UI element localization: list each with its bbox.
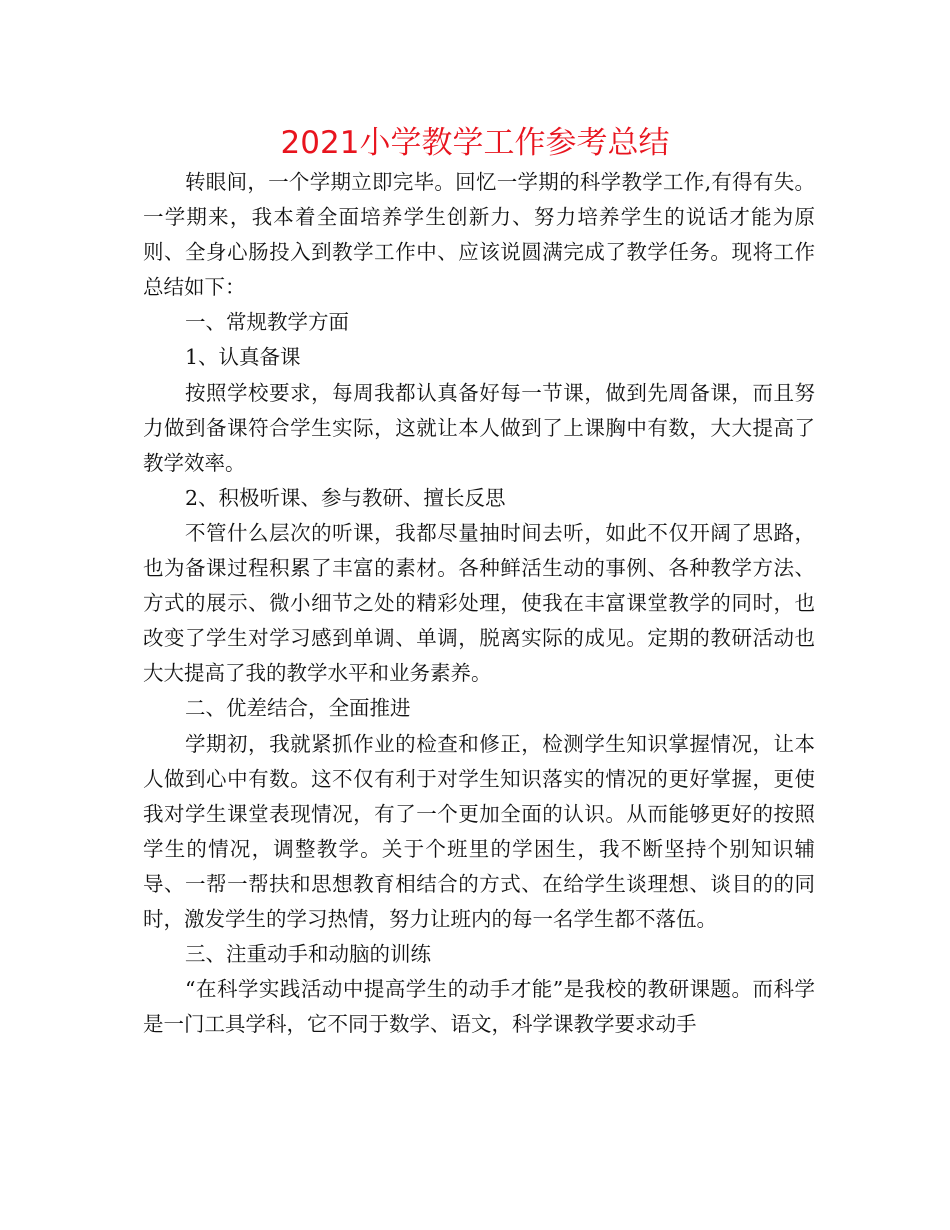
heading-subsection-1-2: 2、积极听课、参与教研、擅长反思 xyxy=(185,485,506,510)
heading-section-1: 一、常规教学方面 xyxy=(185,310,349,335)
paragraph-homework-check: 学期初，我就紧抓作业的检查和修正，检测学生知识掌握情况，让本人做到心中有数。这不仅有利于对学生知识落实的情况的更好掌握，更使我对学生课堂表现情况，有了一个更加全面的认识。从而能够更好的按照学生的情况，调整教学。关于个班里的学困生，我不断坚持个别知识辅导、一帮一帮扶和思想教育相结合的方式、在给学生谈理想、谈目的的同时，激发学生的学习热情，努力让班内的每一名学生都不落伍。 xyxy=(143,731,815,931)
heading-section-2: 二、优差结合，全面推进 xyxy=(185,696,411,721)
paragraph-hands-on: “在科学实践活动中提高学生的动手才能”是我校的教研课题。而科学是一门工具学科，它不同于数学、语文，科学课教学要求动手 xyxy=(143,977,815,1037)
document-title: 2021小学教学工作参考总结 xyxy=(280,125,670,161)
heading-section-3: 三、注重动手和动脑的训练 xyxy=(185,942,431,967)
document-body xyxy=(143,165,815,1042)
paragraph-lesson-prep: 按照学校要求，每周我都认真备好每一节课，做到先周备课，而且努力做到备课符合学生实际，这就让本人做到了上课胸中有数，大大提高了教学效率。 xyxy=(143,380,815,475)
heading-subsection-1-1: 1、认真备课 xyxy=(185,345,301,370)
paragraph-intro: 转眼间，一个学期立即完毕。回忆一学期的科学教学工作,有得有失。一学期来，我本着全面培养学生创新力、努力培养学生的说话才能为原则、全身心肠投入到教学工作中、应该说圆满完成了教学任务。现将工作总结如下： xyxy=(143,170,815,300)
paragraph-lesson-observation: 不管什么层次的听课，我都尽量抽时间去听，如此不仅开阔了思路，也为备课过程积累了丰富的素材。各种鲜活生动的事例、各种教学方法、方式的展示、微小细节之处的精彩处理，使我在丰富课堂教学的同时，也改变了学生对学习感到单调、单调，脱离实际的成见。定期的教研活动也大大提高了我的教学水平和业务素养。 xyxy=(143,520,815,686)
